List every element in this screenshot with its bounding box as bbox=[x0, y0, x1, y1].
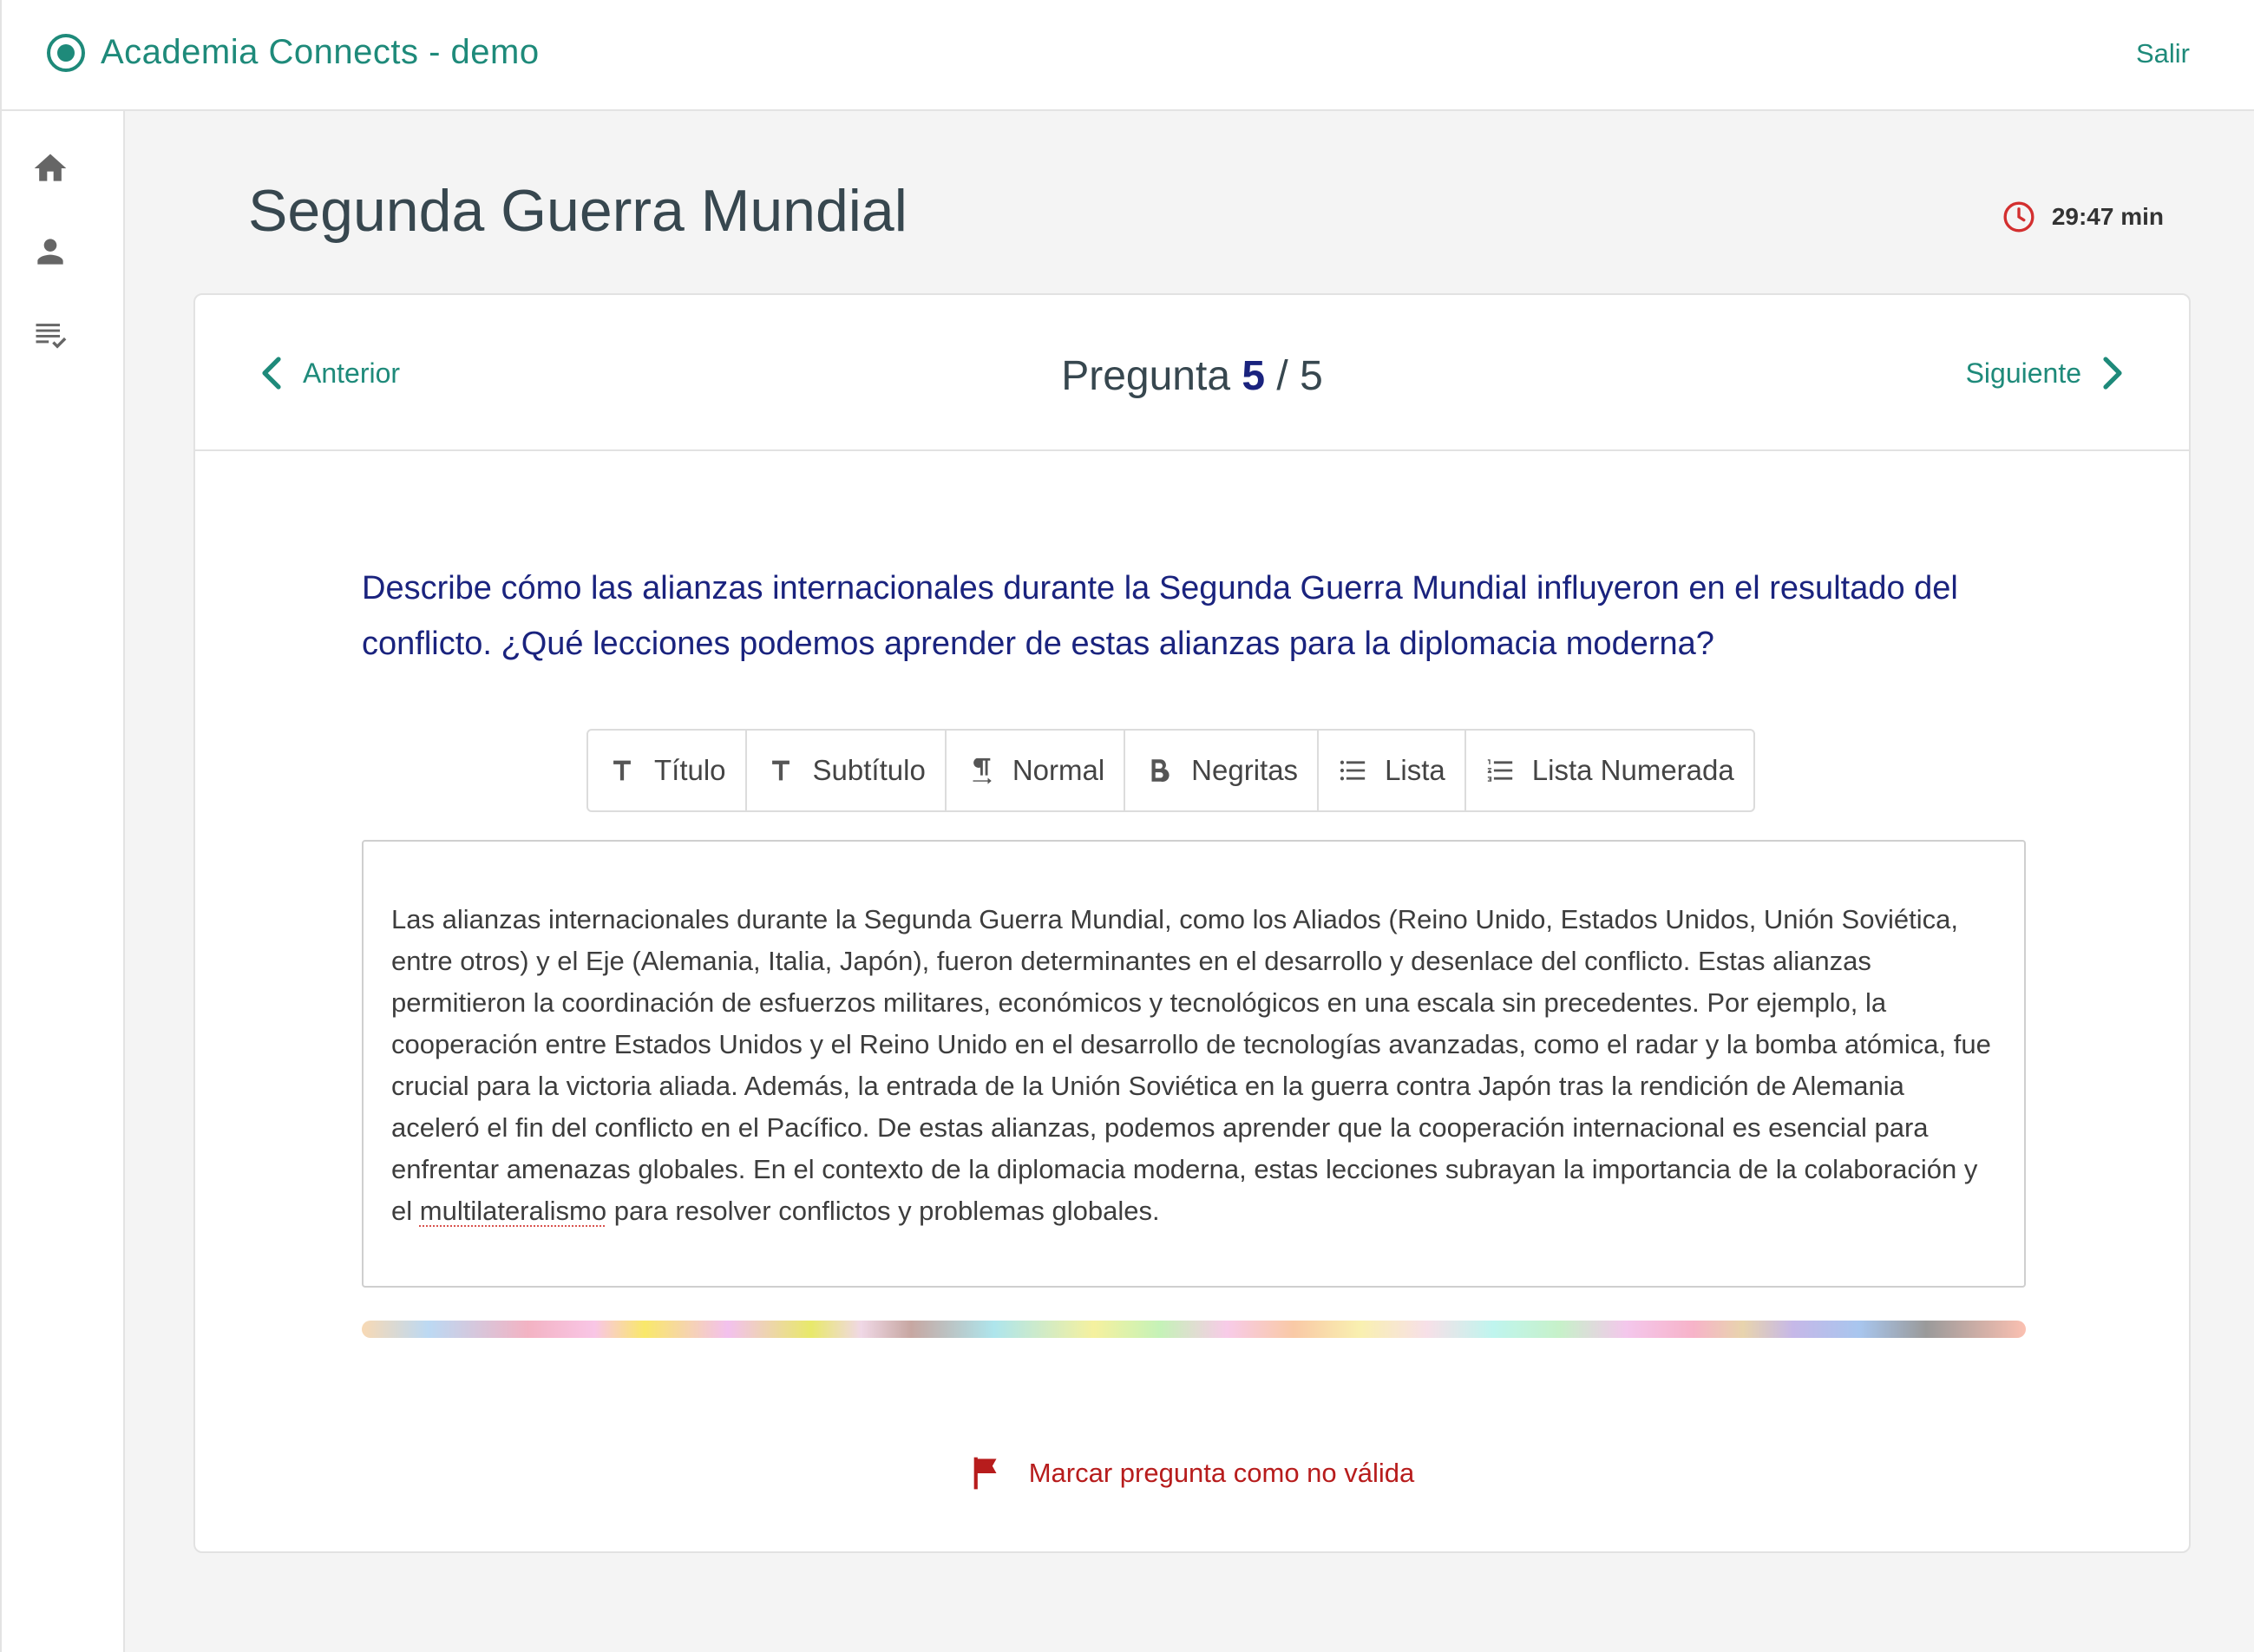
app-title: Academia Connects - demo bbox=[101, 33, 540, 71]
heading-icon bbox=[607, 756, 637, 785]
sidebar bbox=[0, 111, 125, 1652]
answer-editor[interactable] bbox=[362, 840, 2026, 1288]
brand[interactable] bbox=[47, 33, 540, 72]
question-counter bbox=[195, 352, 2189, 400]
normal-format-label: Normal bbox=[1012, 754, 1105, 786]
subtitle-format-button[interactable] bbox=[747, 731, 947, 810]
person-icon[interactable] bbox=[31, 233, 69, 271]
decorative-rainbow-bar bbox=[362, 1321, 2026, 1338]
numbered-list-icon bbox=[1485, 756, 1515, 785]
question-navigation bbox=[195, 295, 2189, 451]
logout-link[interactable]: Salir bbox=[2135, 38, 2190, 69]
checklist-icon[interactable] bbox=[31, 316, 69, 354]
subtitle-format-label: Subtítulo bbox=[812, 754, 926, 786]
bold-format-button[interactable] bbox=[1125, 731, 1319, 810]
answer-text-start: Las alianzas internacionales durante la Segunda Guerra Mundial, como los Aliados (Reino Unido, Estados Unidos, Unión Soviética, entre otros) y el Eje (Alemania, Italia, Japón), fueron determinantes en el desarrollo y desenlace del conflicto. Estas alianzas permitieron la coordinación de esfuerzos militares, económicos y tecnológicos en una escala sin precedentes. Por ejemplo, la cooperación entre Estados Unidos y el Reino Unido en el desarrollo de tecnologías avanzadas, como el radar y la bomba atómica, fue crucial para la victoria aliada. Además, la entrada de la Unión Soviética en la guerra contra Japón tras la rendición de Alemania aceleró el fin del conflicto en el Pacífico. De estas alianzas, podemos aprender que la cooperación internacional es esencial para enfrentar amenazas globales. En el contexto de la diplomacia moderna, estas lecciones subrayan la importancia de la colaboración y el bbox=[391, 904, 1991, 1226]
subheading-icon bbox=[766, 756, 796, 785]
misspelled-word: multilateralismo bbox=[419, 1196, 607, 1226]
counter-prefix: Pregunta bbox=[1061, 353, 1231, 399]
counter-total: 5 bbox=[1300, 353, 1323, 399]
editor-toolbar bbox=[586, 729, 1755, 812]
question-text: Describe cómo las alianzas internacionales durante la Segunda Guerra Mundial influyeron en el resultado del conflicto. ¿Qué lecciones podemos aprender de estas alianzas para la diplomacia moderna? bbox=[362, 570, 1958, 662]
next-label: Siguiente bbox=[1965, 357, 2081, 389]
counter-separator: / bbox=[1276, 353, 1288, 399]
flag-icon bbox=[970, 1456, 1001, 1491]
report-invalid-question-button[interactable] bbox=[195, 1456, 2189, 1491]
question-card bbox=[193, 293, 2191, 1553]
page-title: Segunda Guerra Mundial bbox=[248, 178, 907, 244]
chevron-right-icon bbox=[2100, 356, 2125, 390]
bullet-list-button[interactable] bbox=[1319, 731, 1466, 810]
numbered-list-button[interactable] bbox=[1466, 731, 1753, 810]
next-button[interactable] bbox=[1966, 356, 2125, 390]
title-format-label: Título bbox=[654, 754, 726, 786]
top-bar bbox=[0, 0, 2254, 111]
paragraph-icon bbox=[966, 756, 995, 785]
report-invalid-label: Marcar pregunta como no válida bbox=[1028, 1458, 1415, 1488]
counter-current: 5 bbox=[1242, 353, 1266, 399]
bullet-list-label: Lista bbox=[1385, 754, 1445, 786]
timer-value: 29:47 min bbox=[2051, 203, 2164, 230]
bold-format-label: Negritas bbox=[1191, 754, 1299, 786]
bold-icon bbox=[1144, 756, 1174, 785]
normal-format-button[interactable] bbox=[947, 731, 1125, 810]
numbered-list-label: Lista Numerada bbox=[1531, 754, 1734, 786]
clock-icon bbox=[2002, 200, 2036, 234]
bullet-list-icon bbox=[1338, 756, 1367, 785]
previous-label: Anterior bbox=[303, 357, 401, 389]
timer bbox=[2002, 200, 2164, 234]
answer-text-end: para resolver conflictos y problemas globales. bbox=[606, 1196, 1160, 1226]
brand-logo-icon bbox=[47, 34, 85, 72]
title-format-button[interactable] bbox=[588, 731, 747, 810]
home-icon[interactable] bbox=[31, 149, 69, 187]
